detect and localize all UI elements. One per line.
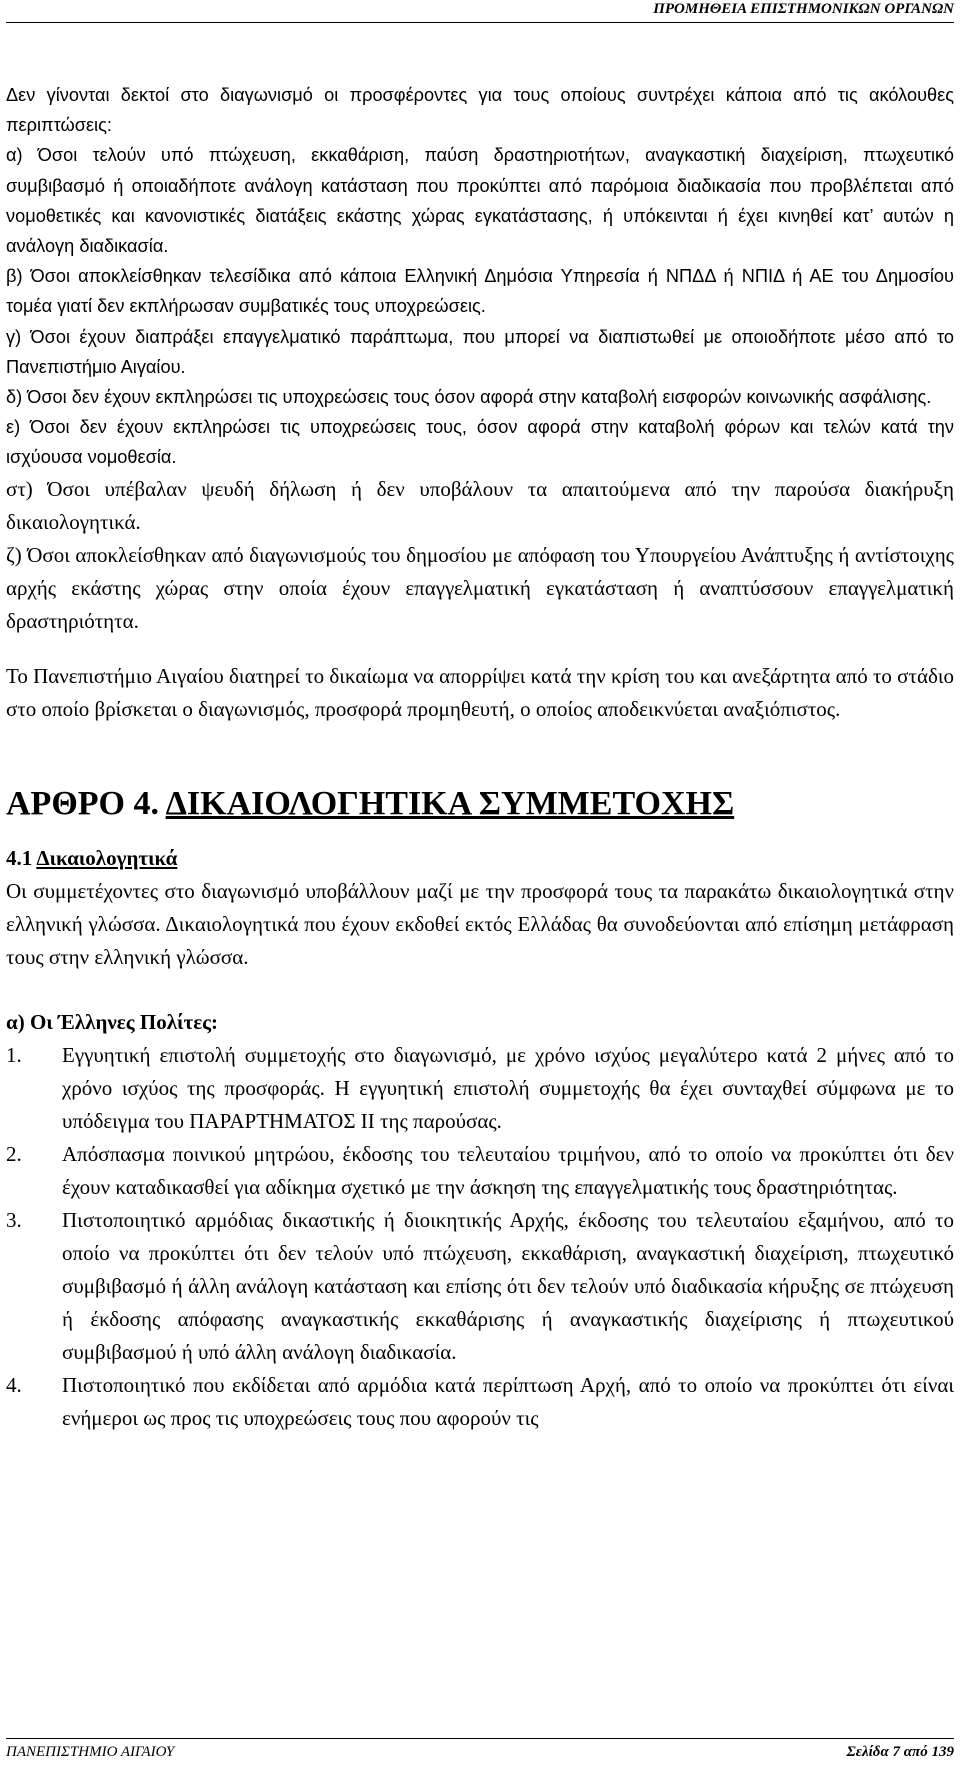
exclusions-intro: Δεν γίνονται δεκτοί στο διαγωνισμό οι προσφέροντες για τους οποίους συντρέχει κάποια από τις ακόλουθες περιπτώσεις:: [6, 85, 954, 136]
header-title: ΠΡΟΜΗΘΕΙΑ ΕΠΙΣΤΗΜΟΝΙΚΩΝ ΟΡΓΑΝΩΝ: [653, 1, 954, 17]
list-item: [6, 1369, 954, 1435]
page-number: Σελίδα 7 από 139: [846, 1744, 954, 1760]
section-intro: Οι συμμετέχοντες στο διαγωνισμό υποβάλλουν μαζί με την προσφορά τους τα παρακάτω δικαιολογητικά στην ελληνική γλώσσα. Δικαιολογητικά που έχουν εκδοθεί εκτός Ελλάδας θα συνοδεύονται από επίσημη μετάφραση τους στην ελληνική γλώσσα.: [6, 878, 954, 969]
page-content: [6, 80, 954, 1435]
greek-citizens-section: [6, 1006, 954, 1435]
page-header: [6, 0, 954, 23]
list-item: [6, 1204, 954, 1369]
list-item-number: 2.: [6, 1141, 22, 1166]
list-item: [6, 1138, 954, 1204]
article-heading: [6, 782, 954, 826]
section-title: Δικαιολογητικά: [36, 845, 178, 870]
footer-institution: ΠΑΝΕΠΙΣΤΗΜΙΟ ΑΙΓΑΙΟΥ: [6, 1744, 175, 1760]
exclusion-item: γ) Όσοι έχουν διαπράξει επαγγελματικό παράπτωμα, που μπορεί να διαπιστωθεί με οποιοδήποτε μέσο από το Πανεπιστήμιο Αιγαίου.: [6, 326, 954, 377]
page-footer: [6, 1738, 954, 1767]
exclusion-item: β) Όσοι αποκλείσθηκαν τελεσίδικα από κάποια Ελληνική Δημόσια Υπηρεσία ή ΝΠΔΔ ή ΝΠΙΔ ή ΑΕ του Δημοσίου τομέα γιατί δεν εκπλήρωσαν συμβατικές τους υποχρεώσεις.: [6, 266, 954, 317]
exclusion-item: δ) Όσοι δεν έχουν εκπληρώσει τις υποχρεώσεις τους όσον αφορά στην καταβολή εισφορών κοινωνικής ασφάλισης.: [6, 387, 932, 408]
exclusion-item: ε) Όσοι δεν έχουν εκπληρώσει τις υποχρεώσεις τους, όσον αφορά στην καταβολή φόρων και τελών κατά την ισχύουσα νομοθεσία.: [6, 417, 954, 468]
list-item-number: 1.: [6, 1042, 22, 1067]
section-4-1: [6, 842, 954, 974]
list-item-text: Πιστοποιητικό αρμόδιας δικαστικής ή διοικητικής Αρχής, έκδοσης του τελευταίου εξαμήνου, από το οποίο να προκύπτει ότι δεν τελούν υπό πτώχευση, εκκαθάριση, αναγκαστική διαχείριση, πτωχευτικό συμβιβασμό ή άλλη ανάλογη κατάσταση και επίσης ότι δεν τελούν υπό διαδικασία κήρυξης σε πτώχευση ή έκδοσης απόφασης αναγκαστικής εκκαθάρισης ή αναγκαστικής διαχείρισης ή πτωχευτικού συμβιβασμού ή υπό άλλη ανάλογη διαδικασία.: [62, 1207, 954, 1364]
list-item-text: Απόσπασμα ποινικού μητρώου, έκδοσης του τελευταίου τριμήνου, από το οποίο να προκύπτει ότι δεν έχουν καταδικασθεί για αδίκημα σχετικό με την άσκηση της επαγγελματικής τους δραστηριότητας.: [62, 1141, 954, 1199]
exclusion-criteria: [6, 80, 954, 473]
section-heading: [6, 842, 954, 875]
list-item-text: Πιστοποιητικό που εκδίδεται από αρμόδια κατά περίπτωση Αρχή, από το οποίο να προκύπτει ότι είναι ενήμεροι ως προς τις υποχρεώσεις τους που αφορούν τις: [62, 1372, 954, 1430]
exclusion-item: α) Όσοι τελούν υπό πτώχευση, εκκαθάριση, παύση δραστηριοτήτων, αναγκαστική διαχείριση, πτωχευτικό συμβιβασμό ή οποιαδήποτε ανάλογη κατάσταση που προκύπτει από παρόμοια διαδικασία που προβλέπεται από νομοθετικές και κανονιστικές διατάξεις εκάστης χώρας εγκατάστασης, ή υπόκεινται ή έχει κινηθεί κατ’ αυτών η ανάλογη διαδικασία.: [6, 145, 954, 257]
article-prefix: ΑΡΘΡΟ 4.: [6, 784, 166, 822]
list-item-number: 3.: [6, 1207, 22, 1232]
exclusion-item: ζ) Όσοι αποκλείσθηκαν από διαγωνισμούς του δημοσίου με απόφαση του Υπουργείου Ανάπτυξης ή αντίστοιχης αρχής εκάστης χώρας στην οποία έχουν επαγγελματική εγκατάσταση ή αναπτύσσουν επαγγελματική δραστηριότητα.: [6, 542, 954, 633]
greek-citizens-heading: α) Οι Έλληνες Πολίτες:: [6, 1009, 219, 1034]
reservation-paragraph: Το Πανεπιστήμιο Αιγαίου διατηρεί το δικαίωμα να απορρίψει κατά την κρίση του και ανεξάρτητα από το στάδιο στο οποίο βρίσκεται ο διαγωνισμός, προσφορά προμηθευτή, ο οποίος αποδεικνύεται αναξιόπιστος.: [6, 663, 954, 721]
list-item-text: Εγγυητική επιστολή συμμετοχής στο διαγωνισμό, με χρόνο ισχύος μεγαλύτερο κατά 2 μήνες από το χρόνο ισχύος της προσφοράς. Η εγγυητική επιστολή συμμετοχής θα έχει συνταχθεί σύμφωνα με το υπόδειγμα του ΠΑΡΑΡΤΗΜΑΤΟΣ ΙΙ της παρούσας.: [62, 1042, 954, 1133]
section-number: 4.1: [6, 845, 37, 870]
list-item: [6, 1039, 954, 1138]
list-item-number: 4.: [6, 1372, 22, 1397]
exclusion-item: στ) Όσοι υπέβαλαν ψευδή δήλωση ή δεν υποβάλουν τα απαιτούμενα από την παρούσα διακήρυξη δικαιολογητικά.: [6, 476, 954, 534]
exclusion-criteria-continued: [6, 473, 954, 638]
article-title: ΔΙΚΑΙΟΛΟΓΗΤΙΚΑ ΣΥΜΜΕΤΟΧΗΣ: [165, 784, 735, 822]
